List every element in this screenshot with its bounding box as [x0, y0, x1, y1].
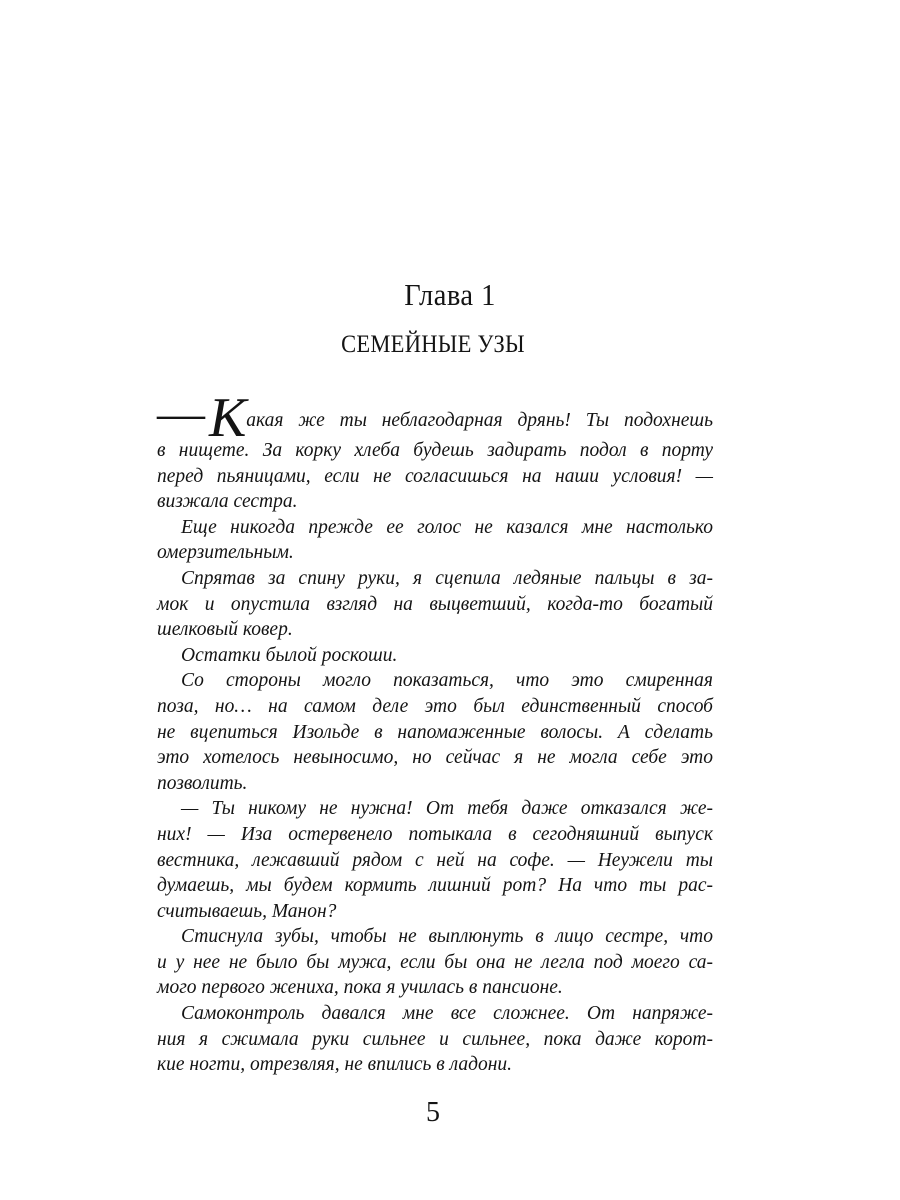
opening-paragraph — [157, 387, 713, 515]
text-line: вестника, лежавший рядом с ней на софе. — Неужели ты — [157, 849, 713, 871]
text-line: омерзительным. — [157, 542, 294, 564]
page-number: 5 — [426, 1097, 440, 1128]
text-line: считываешь, Манон? — [157, 900, 337, 922]
text-line: поза, но… на самом деле это был единственный способ — [157, 695, 713, 717]
text-line: шелковый ковер. — [157, 619, 293, 641]
text-line: и у нее не было бы мужа, если бы она не легла под моего са- — [157, 951, 713, 973]
opening-dash: — — [157, 387, 205, 440]
paragraph — [157, 515, 713, 566]
text-line: мок и опустила взгляд на выцветший, когда-то богатый — [157, 593, 713, 615]
text-line: думаешь, мы будем кормить лишний рот? На что ты рас- — [157, 875, 713, 897]
text-line: не вцепиться Изольде в напомаженные волосы. А сделать — [157, 721, 713, 743]
text-line: Еще никогда прежде ее голос не казался мне настолько — [181, 516, 713, 538]
text-line: это хотелось невыносимо, но сейчас я не могла себе это — [157, 747, 713, 769]
text-line: перед пьяницами, если не согласишься на наши условия! — — [157, 465, 713, 487]
text-line: — Ты никому не нужна! От тебя даже отказался же- — [181, 798, 713, 820]
drop-cap-letter: К — [209, 387, 247, 449]
opening-line-text: акая же ты неблагодарная дрянь! Ты подохнешь — [246, 410, 713, 432]
text-line: Со стороны могло показаться, что это смиренная — [181, 670, 713, 692]
paragraph — [157, 566, 713, 643]
text-line: Самоконтроль давался мне все сложнее. От напряже- — [181, 1003, 713, 1025]
text-line: в нищете. За корку хлеба будешь задирать подол в порту — [157, 440, 713, 461]
text-line: визжала сестра. — [157, 491, 298, 513]
text-line: позволить. — [157, 772, 248, 794]
text-line: мого первого жениха, пока я училась в пансионе. — [157, 977, 563, 999]
paragraph — [157, 1001, 713, 1078]
chapter-text — [157, 387, 713, 1078]
text-line: кие ногти, отрезвляя, не впились в ладони. — [157, 1054, 513, 1076]
text-line: Остатки былой роскоши. — [181, 644, 398, 666]
opening-first-line — [157, 387, 713, 449]
paragraph — [157, 668, 713, 796]
text-line: Спрятав за спину руки, я сцепила ледяные пальцы в за- — [181, 567, 713, 589]
text-line: них! — Иза остервенело потыкала в сегодняшний выпуск — [157, 823, 713, 845]
paragraph — [157, 924, 713, 1001]
paragraph — [157, 796, 713, 924]
chapter-title: СЕМЕЙНЫЕ УЗЫ — [341, 331, 525, 358]
paragraph — [157, 643, 713, 669]
chapter-number: Глава 1 — [404, 277, 496, 312]
text-line: Стиснула зубы, чтобы не выплюнуть в лицо сестре, что — [181, 926, 713, 948]
text-line: ния я сжимала руки сильнее и сильнее, пока даже корот- — [157, 1028, 713, 1050]
